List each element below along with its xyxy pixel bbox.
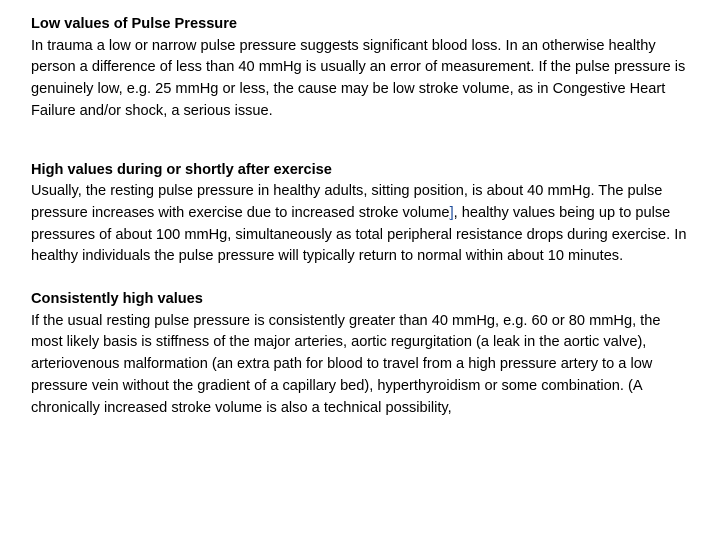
section-low-values [31, 14, 691, 123]
section-exercise-values [31, 160, 691, 269]
section-high-values [31, 289, 691, 419]
section-body: If the usual resting pulse pressure is consistently greater than 40 mmHg, e.g. 60 or 80 mmHg, the most likely basis is stiffness of the major arteries, aortic regurgitation (a leak in the aortic valve), arteriovenous malformation (an extra path for blood to travel from a high pressure artery to a low pressure vein without the gradient of a capillary bed), hyperthyroidism or some combination. (A chronically increased stroke volume is also a technical possibility, [31, 312, 661, 416]
section-title: Low values of Pulse Pressure [31, 16, 238, 32]
section-title: Consistently high values [31, 291, 203, 308]
section-body [31, 181, 691, 268]
body-text-before-link: Usually, the resting pulse pressure in healthy adults, sitting position, is about 40 mmHg. The pulse pressure increases with exercise due to increased stroke volume [31, 183, 663, 221]
section-title: High values during or shortly after exercise [31, 161, 332, 178]
section-body: In trauma a low or narrow pulse pressure suggests significant blood loss. In an otherwise healthy person a difference of less than 40 mmHg is usually an error of measurement. If the pulse pressure is genuinely low, e.g. 25 mmHg or less, the cause may be low stroke volume, as in Congestive Heart Failure and/or shock, a serious issue. [31, 37, 686, 119]
document-page [31, 14, 691, 419]
reference-link[interactable]: ] [449, 204, 454, 221]
body-text-after-link: , healthy values being up to pulse pressures of about 100 mmHg, simultaneously as total peripheral resistance drops during exercise. In healthy individuals the pulse pressure will typically return to normal within about 10 minutes. [31, 204, 687, 265]
